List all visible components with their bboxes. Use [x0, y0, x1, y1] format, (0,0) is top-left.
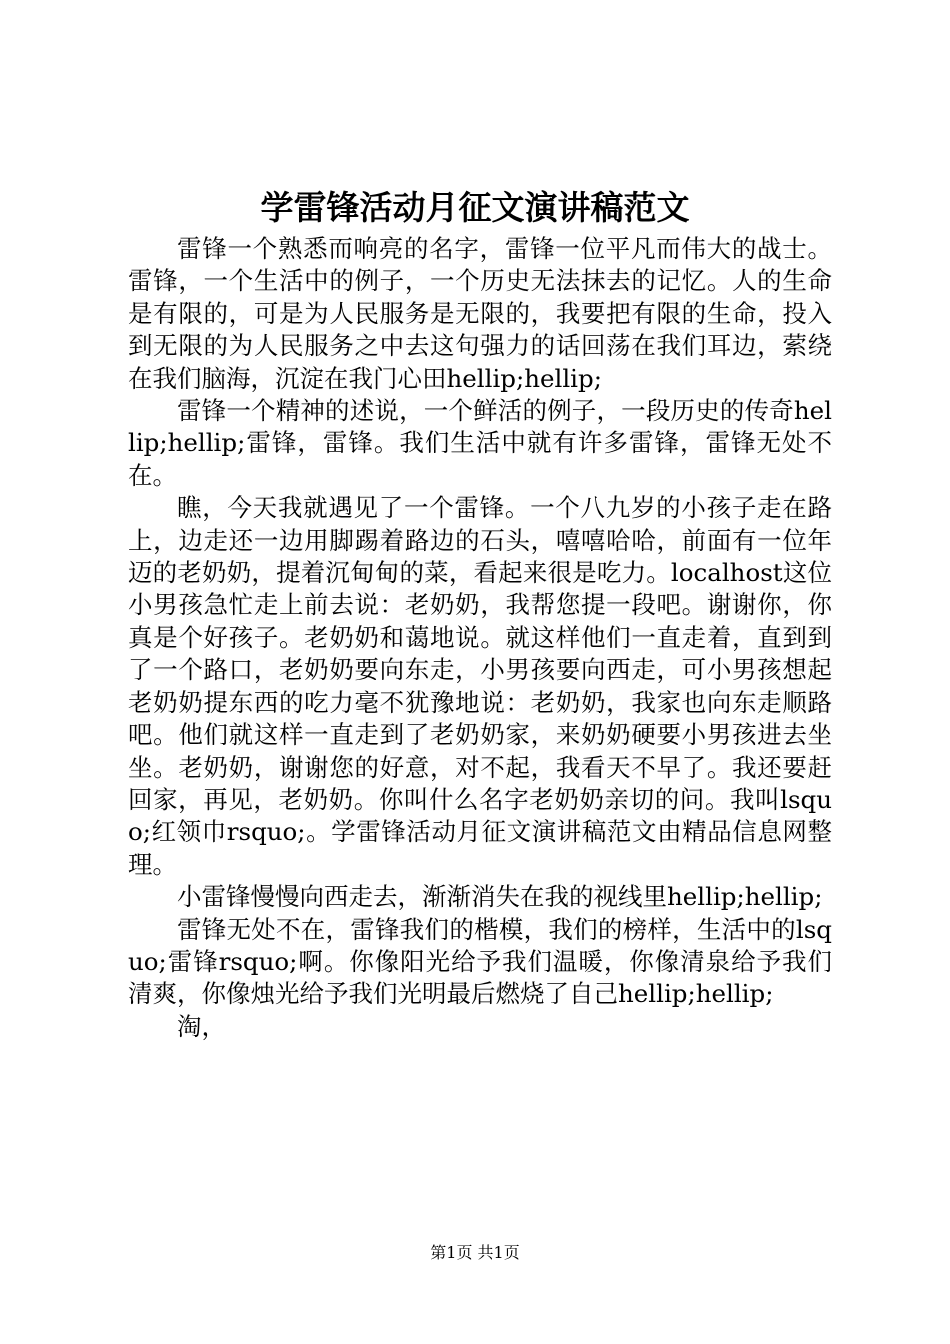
page-number-footer: 第1页 共1页 — [430, 1243, 520, 1262]
paragraph: 瞧，今天我就遇见了一个雷锋。一个八九岁的小孩子走在路上，边走还一边用脚踢着路边的石头，嘻嘻哈哈，前面有一位年迈的老奶奶，提着沉甸甸的菜，看起来很是吃力。localhost这位小男孩急忙走上前去说：老奶奶，我帮您提一段吧。谢谢你，你真是个好孩子。老奶奶和蔼地说。就这样他们一直走着，直到到了一个路口，老奶奶要向东走，小男孩要向西走，可小男孩想起老奶奶提东西的吃力毫不犹豫地说：老奶奶，我家也向东走顺路吧。他们就这样一直走到了老奶奶家，来奶奶硬要小男孩进去坐坐。老奶奶，谢谢您的好意，对不起，我看天不早了。我还要赶回家，再见，老奶奶。你叫什么名字老奶奶亲切的问。我叫lsquo;红领巾rsquo;。学雷锋活动月征文演讲稿范文由精品信息网整理。 — [128, 493, 832, 879]
paragraph: 雷锋一个精神的述说，一个鲜活的例子，一段历史的传奇hellip;hellip;雷锋，雷锋。我们生活中就有许多雷锋，雷锋无处不在。 — [128, 396, 832, 490]
paragraph: 小雷锋慢慢向西走去，渐渐消失在我的视线里hellip;hellip; — [177, 882, 823, 912]
article-body — [128, 233, 832, 1043]
paragraph: 雷锋一个熟悉而响亮的名字，雷锋一位平凡而伟大的战士。雷锋，一个生活中的例子，一个历史无法抹去的记忆。人的生命是有限的，可是为人民服务是无限的，我要把有限的生命，投入到无限的为人民服务之中去这句强力的话回荡在我们耳边，萦绕在我们脑海，沉淀在我门心田hellip;hellip; — [128, 234, 832, 393]
paragraph: 淘， — [177, 1011, 226, 1041]
paragraph: 雷锋无处不在，雷锋我们的楷模，我们的榜样，生活中的lsquo;雷锋rsquo;啊。你像阳光给予我们温暖，你像清泉给予我们清爽，你像烛光给予我们光明最后燃烧了自己hellip;hellip; — [128, 914, 832, 1009]
page-title: 学雷锋活动月征文演讲稿范文 — [260, 188, 690, 227]
